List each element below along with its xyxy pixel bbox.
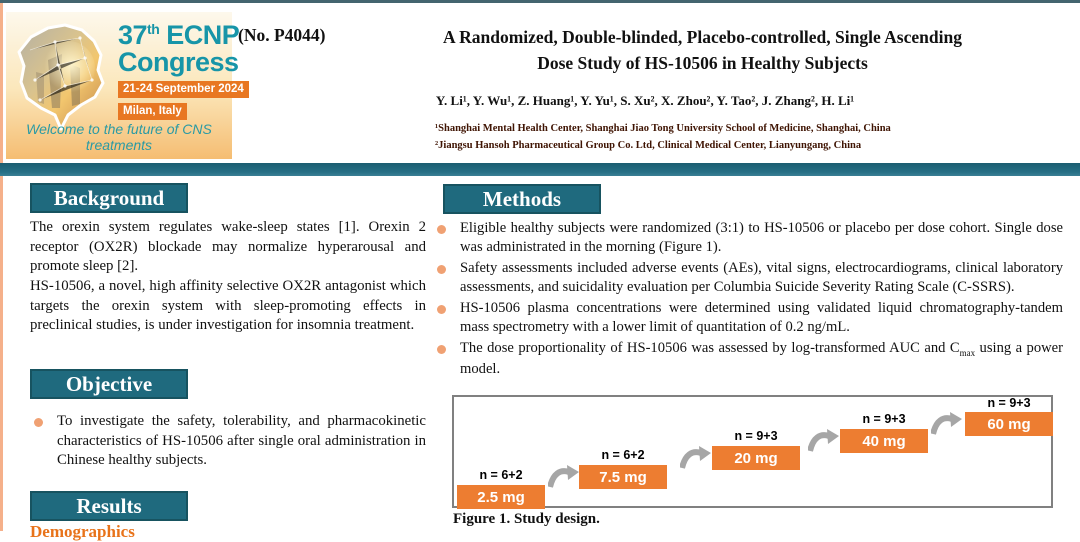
dose-box-7-5mg: 7.5 mg (579, 465, 667, 489)
methods-bullet-text-3: HS-10506 plasma concentrations were determined using validated liquid chromatography-tandem mass spectrometry with a lower limit of quantitation of 0.2 ng/mL. (460, 300, 1063, 335)
figure-1-caption: Figure 1. Study design. (453, 511, 600, 527)
results-subheading-demographics: Demographics (30, 522, 135, 541)
brain-collage-icon (10, 20, 120, 132)
page-left-border (0, 3, 3, 531)
escalation-arrow-icon (808, 429, 840, 453)
ecnp-congress-logo (6, 12, 244, 159)
congress-title-line1: 37th ECNP (118, 20, 240, 50)
congress-title-line2: Congress (118, 47, 239, 77)
methods-bullet-item (437, 219, 1063, 256)
methods-bullet-item (437, 259, 1063, 296)
cohort-n-label-5: n = 9+3 (987, 396, 1031, 410)
objective-bullet-item (34, 412, 426, 471)
affiliation-1: ¹Shanghai Mental Health Center, Shanghai Jiao Tong University School of Medicine, Shanghai, China (435, 123, 891, 134)
bullet-dot-icon (437, 225, 446, 234)
background-paragraph-1: The orexin system regulates wake-sleep states [1]. Orexin 2 receptor (OX2R) blockade may normalize hyperarousal and promote sleep [2]. (30, 219, 426, 275)
cohort-n-label-1: n = 6+2 (479, 468, 523, 482)
affiliation-2: ²Jiangsu Hansoh Pharmaceutical Group Co. Ltd, Clinical Medical Center, Lianyungang, China (435, 139, 862, 151)
escalation-arrow-icon (931, 412, 963, 436)
dose-box-2-5mg: 2.5 mg (457, 485, 545, 509)
congress-location-badge: Milan, Italy (118, 103, 187, 120)
background-text (30, 218, 426, 336)
escalation-arrow-icon (680, 446, 712, 470)
objective-bullet-text: To investigate the safety, tolerability, and pharmacokinetic characteristics of HS-10506 after single oral administration in Chinese healthy subjects. (57, 413, 426, 469)
dose-box-40mg: 40 mg (840, 429, 928, 453)
poster-number: (No. P4044) (238, 25, 326, 45)
poster-title-line2: Dose Study of HS-10506 in Healthy Subjects (537, 53, 868, 74)
methods-bullet-text-1: Eligible healthy subjects were randomized (3:1) to HS-10506 or placebo per dose cohort. Single dose was administrated in the morning (Figure 1). (460, 220, 1063, 255)
section-heading-results: Results (30, 491, 188, 521)
header-divider-bar (0, 163, 1080, 176)
congress-tagline: Welcome to the future of CNS treatments (26, 121, 212, 153)
dose-box-20mg: 20 mg (712, 446, 800, 470)
methods-bullet-item (437, 339, 1063, 378)
section-heading-objective: Objective (30, 369, 188, 399)
congress-date-badge: 21-24 September 2024 (118, 81, 249, 98)
escalation-arrow-icon (548, 465, 580, 489)
background-paragraph-2: HS-10506, a novel, high affinity selective OX2R antagonist which targets the orexin system with sleep-promoting effects in preclinical studies, is under investigation for insomnia treatment. (30, 278, 426, 334)
cohort-n-label-3: n = 9+3 (734, 429, 778, 443)
dose-box-60mg: 60 mg (965, 412, 1053, 436)
methods-bullet-text-4: The dose proportionality of HS-10506 was assessed by log-transformed AUC and $C_{max}$ using a power model. (460, 340, 1063, 377)
authors-line: Y. Li¹, Y. Wu¹, Z. Huang¹, Y. Yu¹, S. Xu², X. Zhou², Y. Tao², J. Zhang², H. Li¹ (435, 93, 855, 108)
section-heading-methods: Methods (443, 184, 601, 214)
methods-bullet-list (437, 219, 1063, 381)
figure-1-study-design (452, 395, 1053, 508)
bullet-dot-icon (34, 418, 43, 427)
cohort-n-label-2: n = 6+2 (601, 448, 645, 462)
bullet-dot-icon (437, 265, 446, 274)
bullet-dot-icon (437, 305, 446, 314)
affiliations (435, 121, 891, 155)
methods-bullet-text-2: Safety assessments included adverse events (AEs), vital signs, electrocardiograms, clinical laboratory assessments, and suicidality evaluation per Columbia Suicide Severity Rating Scale (C-SSRS). (460, 260, 1063, 295)
methods-bullet-item (437, 299, 1063, 336)
bullet-dot-icon (437, 345, 446, 354)
poster-title (330, 24, 1075, 77)
page-top-border (0, 0, 1080, 3)
poster-title-line1: A Randomized, Double-blinded, Placebo-controlled, Single Ascending (443, 27, 962, 47)
cohort-n-label-4: n = 9+3 (862, 412, 906, 426)
section-heading-background: Background (30, 183, 188, 213)
